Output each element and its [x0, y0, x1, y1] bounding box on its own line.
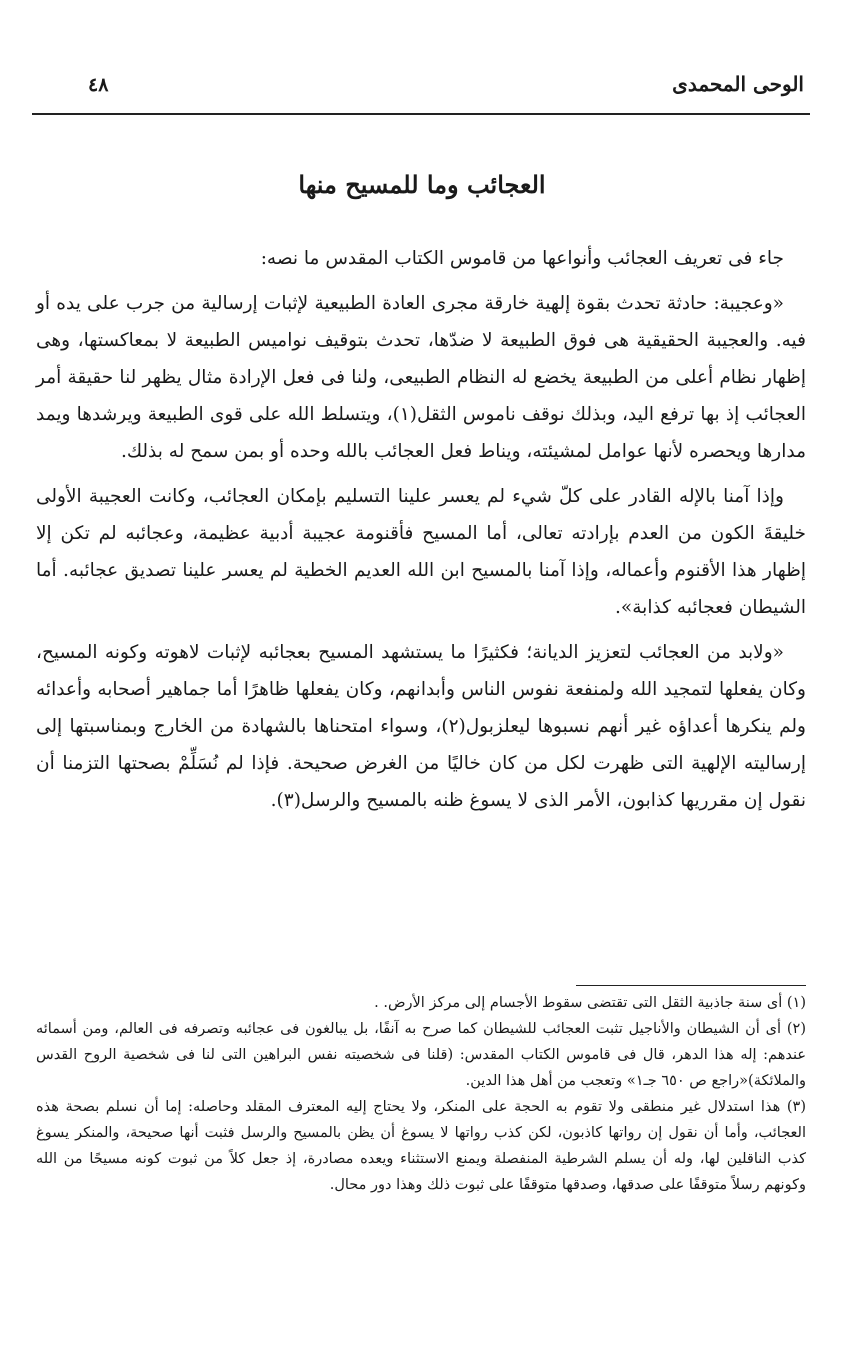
- footnotes: [36, 990, 806, 1198]
- header-rule: [32, 113, 810, 115]
- page-header: [32, 70, 810, 110]
- paragraph-definition: «وعجيبة: حادثة تحدث بقوة إلهية خارقة مجرى العادة الطبيعية لإثبات إرسالية من جرب على يده أو فيه. والعجيبة الحقيقية هى فوق الطبيعة لا ضدّها، تحدث بتوقيف نواميس الطبيعة لا بمعاكستها، وهى إظهار نظام أعلى من الطبيعة يخضع له النظام الطبيعى، ولنا فى فعل الإرادة مثال يظهر لنا حقيقة أمر العجائب إذ بها ترفع اليد، وبذلك نوقف ناموس الثقل(١)، ويتسلط الله على قوى الطبيعة ويرشدها ويمد مدارها ويحصره لأنها عوامل لمشيئته، ويناط فعل العجائب بالله وحده أو بمن سمح له بذلك.: [36, 293, 806, 462]
- page-number: ٤٨: [88, 74, 109, 96]
- body-text: [36, 240, 806, 827]
- footnote-2: (٢) أى أن الشيطان والأناجيل تثبت العجائب للشيطان كما صرح به آنفًا، بل يبالغون فى عجائبه وتصرفه فى العالم، ومن أسمائه عندهم: إله هذا الدهر، قال فى قاموس الكتاب المقدس: (قلنا فى شخصيته نفس البراهين التى لنا فى شخصية الروح القدس والملائكة)«راجع ص ٦٥٠ جـ١» وتعجب من أهل هذا الدين.: [36, 1021, 806, 1089]
- footnote-3: (٣) هذا استدلال غير منطقى ولا تقوم به الحجة على المنكر، ولا يحتاج إليه المعترف المقلد وحاصله: إما أن نسلم بصحة هذه العجائب، وأما أن نقول إن رواتها كاذبون، لكن كذب رواتها لا يسوغ أن يظن بالمسيح والرسل فثبت أنها صحيحة، والمنكر يسوغ كذب الناقلين لها، وله أن يسلم الشرطية المنفصلة ويمنع الاستثناء ويعده مصادرة، إذ جعل كلاً من ثبوت كونه مسيحًا من الله وكونهم رسلاً متوقفًا على صدقها، وصدقها متوقفًا على ثبوت ذلك وهذا دور محال.: [36, 1099, 806, 1193]
- paragraph-belief: وإذا آمنا بالإله القادر على كلّ شيء لم يعسر علينا التسليم بإمكان العجائب، وكانت العجيبة الأولى خليقةَ الكون من العدم بإرادته تعالى، أما المسيح فأقنومة عجيبة أدبية عظيمة، وعجائبه لم تكن إلا إظهار هذا الأقنوم وأعماله، وإذا آمنا بالمسيح ابن الله العديم الخطية لم يعسر علينا تصديق عجائبه. أما الشيطان فعجائبه كذابة».: [36, 486, 806, 618]
- footnote-1: (١) أى سنة جاذبية الثقل التى تقتضى سقوط الأجسام إلى مركز الأرض. .: [374, 995, 806, 1011]
- running-title: الوحى المحمدى: [672, 72, 804, 96]
- paragraph-necessity: «ولابد من العجائب لتعزيز الديانة؛ فكثيرًا ما يستشهد المسيح بعجائبه لإثبات لاهوته وكونه المسيح، وكان يفعلها لتمجيد الله ولمنفعة نفوس الناس وأبدانهم، وكان يفعلها ظاهرًا أما جماهير أصحابه وأعدائه ولم ينكرها أعداؤه غير أنهم نسبوها ليعلزبول(٢)، وسواء امتحناها بالشهادة من الخارج وبمناسبتها إلى إرساليته الإلهية التى ظهرت لكل من كان خاليًا من الغرض صحيحة. فإذا لم نُسَلِّمْ بصحتها التزمنا أن نقول إن مقرريها كذابون، الأمر الذى لا يسوغ ظنه بالمسيح والرسل(٣).: [36, 642, 806, 811]
- paragraph-intro: جاء فى تعريف العجائب وأنواعها من قاموس الكتاب المقدس ما نصه:: [260, 248, 784, 269]
- section-title: العجائب وما للمسيح منها: [298, 170, 546, 199]
- footnote-rule: [576, 985, 806, 986]
